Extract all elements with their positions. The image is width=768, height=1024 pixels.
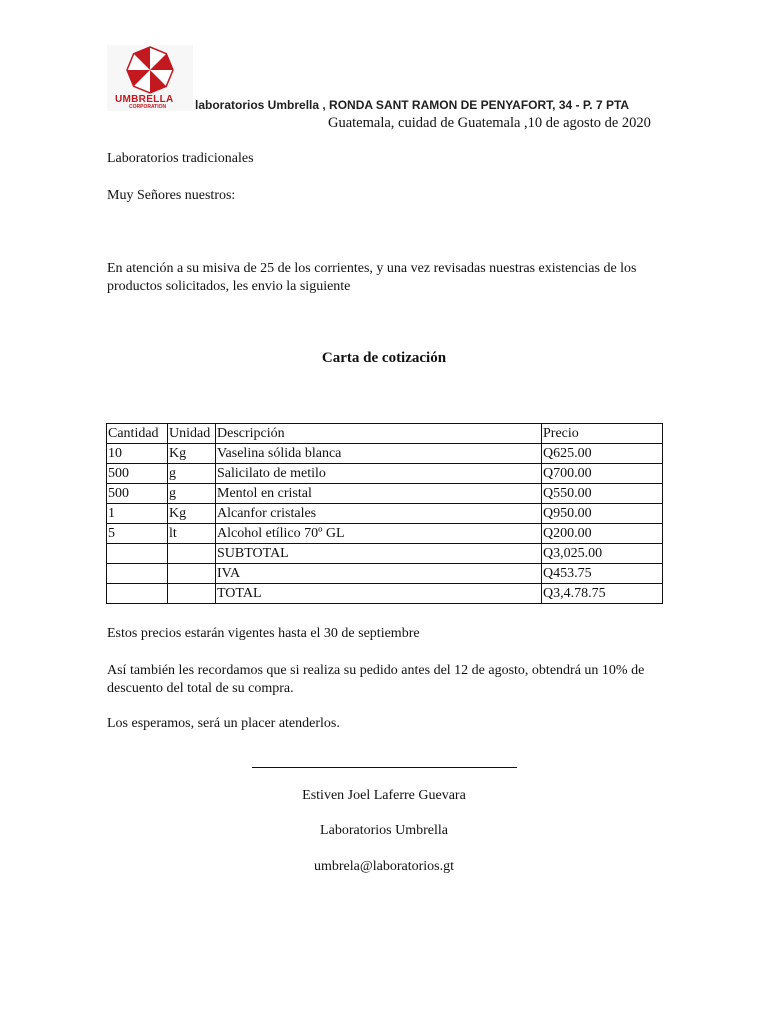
empty-cell bbox=[107, 544, 168, 564]
empty-cell bbox=[168, 564, 216, 584]
iva-row bbox=[107, 564, 663, 584]
signature-line bbox=[252, 767, 517, 768]
price-cell: Q200.00 bbox=[542, 524, 663, 544]
summary-label-cell: IVA bbox=[216, 564, 542, 584]
farewell: Los esperamos, será un placer atenderlos. bbox=[107, 716, 340, 731]
validity-note: Estos precios estarán vigentes hasta el 30 de septiembre bbox=[107, 626, 420, 641]
price-cell: Q625.00 bbox=[542, 444, 663, 464]
empty-cell bbox=[168, 544, 216, 564]
price-cell: Q950.00 bbox=[542, 504, 663, 524]
signer-company: Laboratorios Umbrella bbox=[320, 823, 448, 838]
header-cell: Cantidad bbox=[107, 424, 168, 444]
quantity-cell: 1 bbox=[107, 504, 168, 524]
summary-value-cell: Q453.75 bbox=[542, 564, 663, 584]
summary-label-cell: TOTAL bbox=[216, 584, 542, 604]
letterhead bbox=[195, 98, 629, 112]
unit-cell: lt bbox=[168, 524, 216, 544]
table-row bbox=[107, 464, 663, 484]
description-cell: Vaselina sólida blanca bbox=[216, 444, 542, 464]
empty-cell bbox=[107, 584, 168, 604]
recipient: Laboratorios tradicionales bbox=[107, 151, 254, 166]
header-cell: Precio bbox=[542, 424, 663, 444]
header-cell: Unidad bbox=[168, 424, 216, 444]
description-cell: Alcohol etílico 70º GL bbox=[216, 524, 542, 544]
logo-sub-text: CORPORATION bbox=[129, 104, 167, 110]
empty-cell bbox=[168, 584, 216, 604]
table-header-row bbox=[107, 424, 663, 444]
price-cell: Q550.00 bbox=[542, 484, 663, 504]
intro-paragraph: En atención a su misiva de 25 de los corrientes, y una vez revisadas nuestras existencias de los productos solicitados, les envio la siguiente bbox=[107, 261, 637, 294]
table-row bbox=[107, 444, 663, 464]
unit-cell: Kg bbox=[168, 504, 216, 524]
letterhead-company: laboratorios Umbrella , bbox=[195, 98, 326, 112]
company-logo bbox=[107, 45, 193, 111]
description-cell: Mentol en cristal bbox=[216, 484, 542, 504]
description-cell: Salicilato de metilo bbox=[216, 464, 542, 484]
letterhead-address: RONDA SANT RAMON DE PENYAFORT, 34 - P. 7 PTA bbox=[329, 98, 630, 112]
summary-value-cell: Q3,025.00 bbox=[542, 544, 663, 564]
quote-table bbox=[106, 423, 663, 604]
summary-label-cell: SUBTOTAL bbox=[216, 544, 542, 564]
unit-cell: g bbox=[168, 484, 216, 504]
logo-brand-text: UMBRELLA bbox=[115, 94, 174, 105]
umbrella-logo-icon bbox=[107, 45, 193, 95]
table-row bbox=[107, 484, 663, 504]
date-line: Guatemala, cuidad de Guatemala ,10 de agosto de 2020 bbox=[328, 115, 651, 131]
signer-name: Estiven Joel Laferre Guevara bbox=[302, 788, 466, 803]
table-row bbox=[107, 524, 663, 544]
quantity-cell: 10 bbox=[107, 444, 168, 464]
greeting: Muy Señores nuestros: bbox=[107, 188, 236, 203]
unit-cell: g bbox=[168, 464, 216, 484]
price-cell: Q700.00 bbox=[542, 464, 663, 484]
table-row bbox=[107, 504, 663, 524]
subtotal-row bbox=[107, 544, 663, 564]
document-title: Carta de cotización bbox=[321, 350, 447, 366]
description-cell: Alcanfor cristales bbox=[216, 504, 542, 524]
discount-note: Así también les recordamos que si realiza su pedido antes del 12 de agosto, obtendrá un 10% de descuento del total de su compra. bbox=[107, 663, 645, 696]
quantity-cell: 500 bbox=[107, 484, 168, 504]
quantity-cell: 500 bbox=[107, 464, 168, 484]
header-cell: Descripción bbox=[216, 424, 542, 444]
empty-cell bbox=[107, 564, 168, 584]
quantity-cell: 5 bbox=[107, 524, 168, 544]
signer-email: umbrela@laboratorios.gt bbox=[313, 859, 455, 874]
total-row bbox=[107, 584, 663, 604]
unit-cell: Kg bbox=[168, 444, 216, 464]
summary-value-cell: Q3,4.78.75 bbox=[542, 584, 663, 604]
